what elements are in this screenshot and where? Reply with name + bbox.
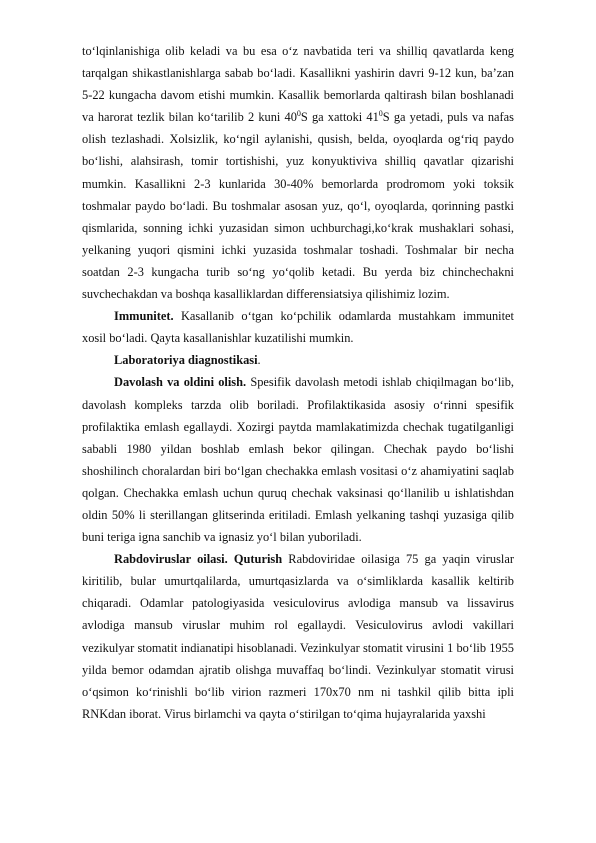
- paragraph-lab-diagnostics: [82, 349, 514, 371]
- paragraph-text: .: [257, 353, 261, 368]
- paragraph-text: Spesifik davolash metodi ishlab chiqilmagan bo‘lib, davolash kompleks tarzda olib boriladi. Profilaktikasida asosiy o‘rinni spesifik profilaktika emlash egallaydi. Xozirgi paytda mamlakatimizda chechak tugatilganligi sababli 1980 yildan boshlab emlash bekor qilingan. Chechak paydo bo‘lishi shoshilinch choralardan biri bo‘lgan chechakka emlash vositasi o‘z ahamiyatini saqlab qolgan. Chechakka emlash uchun quruq chechak vaksinasi qo‘llanilib u ishlatishdan oldin 50% li sterillangan glitserinda eritiladi. Emlash yelkaning tashqi yuzasiga qilib buni teriga igna sanchib va ignasiz yo‘l bilan yuboriladi.: [82, 375, 514, 545]
- section-heading-treatment: Davolash va oldini olish.: [114, 375, 247, 390]
- paragraph-text: S ga yetadi, puls va nafas olish tezlashadi. Xolsizlik, ko‘ngil aylanishi, qusish, belda, oyoqlarda og‘riq paydo bo‘lishi, alahsirash, tomir tortishishi, yuz konyuktiviva shilliq qavatlar qizarishi mumkin. Kasallikni 2-3 kunlarida 30-40% bemorlarda prodromom yoki toksik toshmalar paydo bo‘ladi. Bu toshmalar asosan yuz, qo‘l, oyoqlarda, qorinning pastki qismlarida, sonning ichki yuzasidan simon uchburchagi,ko‘krak mushaklari sohasi, yelkaning yuqori qismini ichki yuzasida toshmalar toshadi. Toshmalar bir necha soatdan 2-3 kungacha turib so‘ng yo‘qolib ketadi. Bu yerda biz chinchechakni suvchechakdan va boshqa kasalliklardan differensiatsiya qilishimiz lozim.: [82, 110, 514, 302]
- section-heading-rhabdoviruses: Rabdoviruslar oilasi. Quturish: [114, 552, 283, 567]
- section-heading-lab-diagnostics: Laboratoriya diagnostikasi: [114, 353, 258, 368]
- paragraph-text: S ga xattoki 41: [300, 110, 379, 125]
- paragraph-text: Rabdoviridae oilasiga 75 ga yaqin viruslar kiritilib, bular umurtqalilarda, umurtqasizlarda va o‘simliklarda kasallik keltirib chiqaradi. Odamlar patologiyasida vesiculovirus avlodiga mansub va lissavirus avlodiga mansub viruslar muhim rol egallaydi. Vesiculovirus avlodi vakillari vezikulyar stomatit indianatipi hisoblanadi. Vezinkulyar stomatit virusini 1 bo‘lib 1955 yilda bemor odamdan ajratib olishga muvaffaq bo‘lindi. Vezinkulyar stomatit virusi o‘qsimon ko‘rinishli bo‘lib virion razmeri 170x70 nm ni tashkil qilib bitta ipli RNKdan iborat. Virus birlamchi va qayta o‘stirilgan to‘qima hujayralarida yaxshi: [82, 552, 514, 721]
- paragraph-symptoms: [82, 40, 514, 305]
- section-heading-immunity: Immunitet.: [114, 309, 174, 324]
- paragraph-rhabdoviruses: [82, 548, 514, 725]
- degree-superscript: 0: [296, 109, 301, 119]
- degree-superscript: 0: [378, 109, 383, 119]
- paragraph-text: to‘lqinlanishiga olib keladi va bu esa o‘z navbatida teri va shilliq qavatlarda keng tarqalgan shikastlanishlarga sabab bo‘ladi. Kasallikni yashirin davri 9-12 kun, ba’zan 5-22 kungacha davom etishi mumkin. Kasallik bemorlarda qaltirash bilan boshlanadi va harorat tezlik bilan ko‘tarilib 2 kuni 40: [82, 44, 514, 125]
- paragraph-treatment: [82, 371, 514, 548]
- document-page: [82, 40, 514, 725]
- paragraph-text: Kasallanib o‘tgan ko‘pchilik odamlarda mustahkam immunitet xosil bo‘ladi. Qayta kasallanishlar kuzatilishi mumkin.: [82, 309, 514, 346]
- paragraph-immunity: [82, 305, 514, 349]
